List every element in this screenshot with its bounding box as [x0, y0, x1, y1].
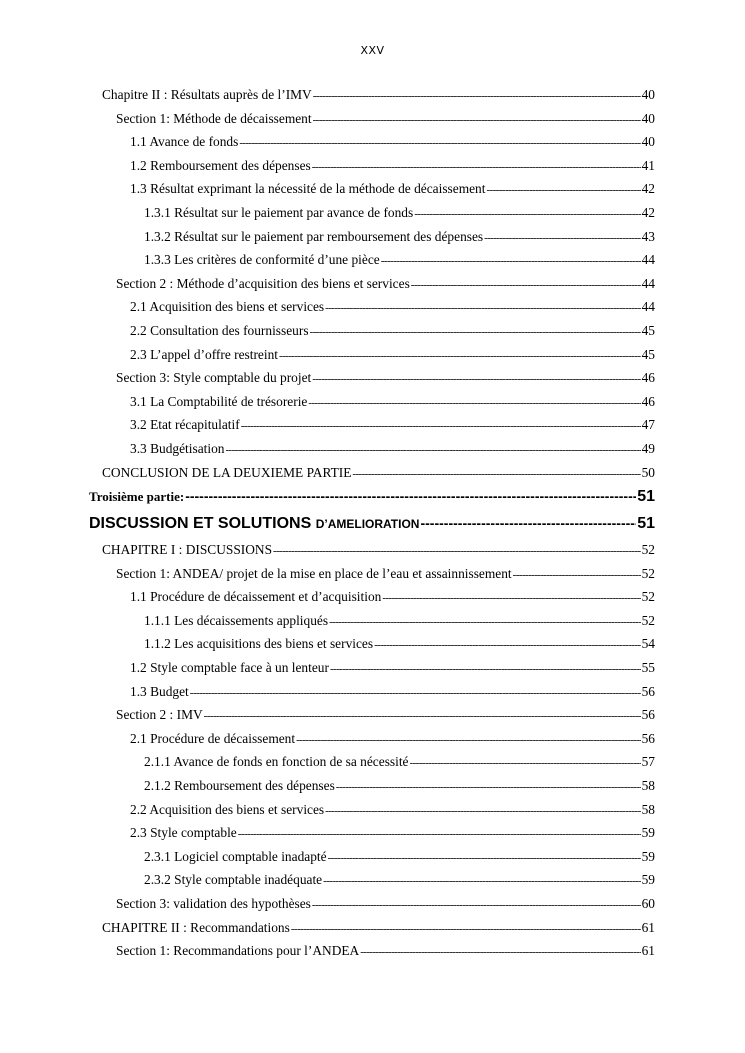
toc-entry-page: 52 [641, 542, 655, 558]
toc-part-title-text [89, 515, 419, 533]
toc-leader [360, 946, 640, 958]
toc-entry-title: CHAPITRE II : Recommandations [102, 919, 290, 935]
toc-entry[interactable] [0, 589, 745, 613]
toc-leader [313, 114, 641, 126]
toc-entry-page: 56 [641, 730, 655, 746]
toc-entry-title: Section 1: ANDEA/ projet de la mise en place de l’eau et assainnissement [116, 565, 512, 581]
toc-leader [291, 923, 641, 935]
toc-entry-title: 3.2 Etat récapitulatif [130, 417, 240, 433]
toc-leader [273, 545, 641, 557]
toc-entry[interactable] [0, 731, 745, 755]
toc-entry-page: 44 [641, 299, 655, 315]
toc-part-title-page: 51 [637, 515, 655, 533]
toc-leader [330, 663, 641, 675]
toc-entry[interactable] [0, 111, 745, 135]
toc-leader [296, 734, 641, 746]
toc-entry[interactable] [0, 684, 745, 708]
page-number: XXV [360, 44, 385, 57]
toc-leader [410, 757, 641, 769]
toc-entry[interactable] [0, 754, 745, 778]
toc-part-heading[interactable] [0, 488, 745, 515]
toc-entry[interactable] [0, 613, 745, 637]
toc-entry-page: 56 [641, 707, 655, 723]
toc-entry-title: 1.3.3 Les critères de conformité d’une pièce [144, 252, 380, 268]
toc-entry-page: 61 [641, 919, 655, 935]
toc-leader [239, 137, 640, 149]
toc-entry-title: 1.2 Style comptable face à un lenteur [130, 660, 329, 676]
toc-entry[interactable] [0, 394, 745, 418]
toc-entry[interactable] [0, 158, 745, 182]
toc-leader [381, 255, 641, 267]
toc-entry-page: 54 [641, 636, 655, 652]
toc-entry[interactable] [0, 370, 745, 394]
toc-leader [323, 875, 640, 887]
toc-leader [328, 852, 641, 864]
toc-entry-title: 2.3 Style comptable [130, 825, 237, 841]
toc-entry-title: 2.3 L’appel d’offre restreint [130, 346, 278, 362]
toc-entry[interactable] [0, 299, 745, 323]
toc-entry-page: 50 [641, 464, 655, 480]
toc-entry[interactable] [0, 636, 745, 660]
toc-entry-title: 2.2 Consultation des fournisseurs [130, 322, 309, 338]
toc-entry-page: 47 [641, 417, 655, 433]
toc-leader [374, 639, 641, 651]
toc-entry-page: 61 [641, 943, 655, 959]
toc-entry[interactable] [0, 181, 745, 205]
toc-leader [279, 350, 641, 362]
toc-entry-page: 40 [641, 110, 655, 126]
toc-entry-page: 59 [641, 848, 655, 864]
toc-entry-page: 52 [641, 612, 655, 628]
toc-leader [190, 687, 641, 699]
toc-entry[interactable] [0, 566, 745, 590]
toc-entry-title: 3.1 La Comptabilité de trésorerie [130, 393, 308, 409]
toc-entry-title: 2.1.2 Remboursement des dépenses [144, 778, 335, 794]
toc-entry-title: 1.1.1 Les décaissements appliqués [144, 612, 329, 628]
toc-entry-title: 3.3 Budgétisation [130, 440, 225, 456]
toc-entry-page: 59 [641, 872, 655, 888]
toc-entry[interactable] [0, 778, 745, 802]
toc-entry-page: 57 [641, 754, 655, 770]
toc-leader [238, 828, 641, 840]
toc-part-page: 51 [637, 488, 655, 506]
toc-leader [308, 397, 640, 409]
toc-entry[interactable] [0, 825, 745, 849]
toc-leader [185, 488, 636, 504]
toc-entry-title: 1.3.1 Résultat sur le paiement par avance de fonds [144, 204, 414, 220]
toc-entry-title: 2.1 Procédure de décaissement [130, 730, 296, 746]
toc-entry[interactable] [0, 802, 745, 826]
toc-entry[interactable] [0, 660, 745, 684]
toc-entry-title: Section 2 : Méthode d’acquisition des biens et services [116, 275, 410, 291]
toc-leader [513, 569, 641, 581]
toc-leader [325, 302, 640, 314]
toc-entry-title: 2.2 Acquisition des biens et services [130, 801, 325, 817]
toc-entry-page: 60 [641, 896, 655, 911]
toc-entry-title: Section 3: Style comptable du projet [116, 370, 312, 386]
toc-entry-page: 55 [641, 660, 655, 676]
toc-entry-page: 52 [641, 589, 655, 605]
toc-entry-title: 2.3.1 Logiciel comptable inadapté [144, 848, 327, 864]
toc-entry-page: 43 [641, 228, 655, 244]
toc-part-label: Troisième partie: [89, 489, 185, 505]
toc-leader [310, 326, 641, 338]
toc-entry-page: 49 [641, 440, 655, 456]
toc-leader [204, 710, 641, 722]
toc-entry[interactable] [0, 707, 745, 731]
toc-entry[interactable] [0, 347, 745, 371]
toc-entry-page: 59 [641, 825, 655, 841]
toc-entry-title: Section 2 : IMV [116, 707, 203, 723]
toc-leader [312, 899, 641, 911]
toc-entry[interactable] [0, 896, 745, 920]
toc-entry-page: 52 [641, 565, 655, 581]
toc-leader [313, 90, 641, 102]
toc-entry[interactable] [0, 920, 745, 944]
toc-entry-page: 44 [641, 252, 655, 268]
toc-entry-title: 1.1 Procédure de décaissement et d’acquisition [130, 589, 382, 605]
toc-entry-title: Section 1: Recommandations pour l’ANDEA [116, 943, 360, 959]
toc-part-title-smallcaps: D’AMELIORATION [315, 517, 420, 532]
toc-leader [329, 616, 641, 628]
toc-entry[interactable] [0, 943, 745, 967]
toc-entry[interactable] [0, 87, 745, 111]
toc-entry[interactable] [0, 542, 745, 566]
toc-leader [312, 161, 641, 173]
toc-entry-page: 58 [641, 778, 655, 794]
toc-entry-title: Section 3: validation des hypothèses [116, 896, 311, 911]
toc-entry[interactable] [0, 134, 745, 158]
toc-part-title-main: DISCUSSION ET SOLUTIONS [89, 515, 312, 533]
toc-leader [411, 279, 641, 291]
toc-leader [312, 373, 640, 385]
toc-entry-page: 58 [641, 801, 655, 817]
toc-entry[interactable] [0, 465, 745, 489]
toc-entry[interactable] [0, 441, 745, 465]
toc-entry[interactable] [0, 849, 745, 873]
toc-entry-title: 1.1 Avance de fonds [130, 134, 239, 150]
toc-entry-title: 1.3.2 Résultat sur le paiement par remboursement des dépenses [144, 228, 484, 244]
toc-entry-page: 46 [641, 393, 655, 409]
toc-entry[interactable] [0, 872, 745, 896]
toc-entry-page: 40 [641, 134, 655, 150]
toc-entry-page: 45 [641, 346, 655, 362]
toc-entry-title: CONCLUSION DE LA DEUXIEME PARTIE [102, 464, 352, 480]
toc-entry[interactable] [0, 252, 745, 276]
toc-entry-page: 56 [641, 683, 655, 699]
toc-entry-title: 1.2 Remboursement des dépenses [130, 157, 311, 173]
toc-entry[interactable] [0, 229, 745, 253]
toc-part-title[interactable] [0, 515, 745, 542]
toc-entry-page: 42 [641, 181, 655, 197]
toc-entry-title: 1.3 Résultat exprimant la nécessité de la méthode de décaissement [130, 181, 486, 197]
toc-entry-title: 2.1 Acquisition des biens et services [130, 299, 325, 315]
toc-entry-title: CHAPITRE I : DISCUSSIONS [102, 542, 273, 558]
toc-entry-page: 40 [641, 87, 655, 102]
toc-leader [336, 781, 641, 793]
toc-leader [414, 208, 640, 220]
toc-entry[interactable] [0, 417, 745, 441]
toc-entry-page: 44 [641, 275, 655, 291]
toc-entry-page: 41 [641, 157, 655, 173]
toc-leader [382, 592, 640, 604]
toc-leader [420, 515, 636, 531]
toc-leader [486, 184, 640, 196]
toc-leader [352, 468, 640, 480]
toc-entry[interactable] [0, 323, 745, 347]
toc-entry-page: 42 [641, 204, 655, 220]
toc-entry[interactable] [0, 276, 745, 300]
toc-entry-title: 1.1.2 Les acquisitions des biens et services [144, 636, 374, 652]
toc-entry-title: 2.1.1 Avance de fonds en fonction de sa nécessité [144, 754, 409, 770]
toc-leader [225, 444, 640, 456]
toc-leader [484, 232, 640, 244]
toc-entry-title: Chapitre II : Résultats auprès de l’IMV [102, 87, 312, 102]
toc-entry[interactable] [0, 205, 745, 229]
toc-entry-title: 2.3.2 Style comptable inadéquate [144, 872, 323, 888]
toc-entry-page: 45 [641, 322, 655, 338]
table-of-contents [0, 87, 745, 967]
toc-entry-title: Section 1: Méthode de décaissement [116, 110, 312, 126]
toc-leader [325, 805, 640, 817]
toc-entry-title: 1.3 Budget [130, 683, 189, 699]
toc-entry-page: 46 [641, 370, 655, 386]
toc-leader [241, 420, 641, 432]
